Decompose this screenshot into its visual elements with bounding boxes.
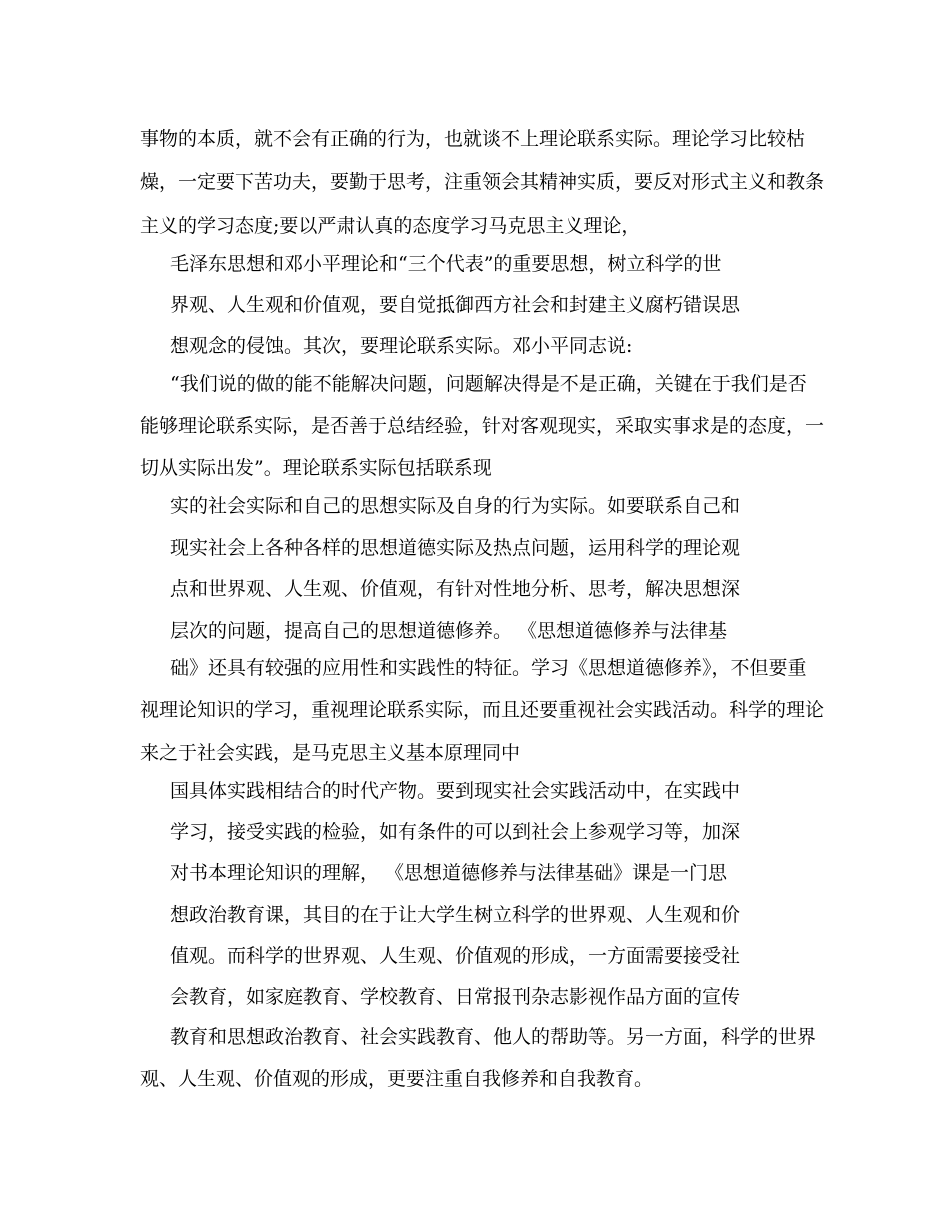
text-line: “我们说的做的能不能解决问题，问题解决得是不是正确，关键在于我们是否 — [170, 373, 807, 395]
text-line: 点和世界观、人生观、价值观，有针对性地分析、思考，解决思想深 — [170, 578, 741, 600]
text-line: 能够理论联系实际，是否善于总结经验，针对客观现实，采取实事求是的态度，一 — [140, 415, 825, 437]
text-line: 燥，一定要下苦功夫，要勤于思考，注重领会其精神实质，要反对形式主义和教条 — [140, 171, 825, 193]
text-line: 观、人生观、价值观的形成，更要注重自我修养和自我教育。 — [140, 1068, 654, 1090]
text-line: 事物的本质，就不会有正确的行为，也就谈不上理论联系实际。理论学习比较枯 — [140, 128, 806, 150]
text-line: 现实社会上各种各样的思想道德实际及热点问题，运用科学的理论观 — [170, 537, 741, 559]
text-line: 来之于社会实践，是马克思主义基本原理同中 — [140, 742, 521, 764]
text-line: 毛泽东思想和邓小平理论和“三个代表”的重要思想，树立科学的世 — [170, 253, 722, 275]
text-line: 界观、人生观和价值观，要自觉抵御西方社会和封建主义腐朽错误思 — [170, 294, 741, 316]
text-line: 想政治教育课，其目的在于让大学生树立科学的世界观、人生观和价 — [170, 904, 741, 926]
text-line: 想观念的侵蚀。其次，要理论联系实际。邓小平同志说: — [170, 335, 633, 357]
text-line: 层次的问题，提高自己的思想道德修养。 《思想道德修养与法律基 — [170, 620, 728, 642]
text-line: 值观。而科学的世界观、人生观、价值观的形成，一方面需要接受社 — [170, 945, 741, 967]
text-line: 国具体实践相结合的时代产物。要到现实社会实践活动中，在实践中 — [170, 780, 741, 802]
text-line: 教育和思想政治教育、社会实践教育、他人的帮助等。另一方面，科学的世界 — [170, 1026, 817, 1048]
text-line: 实的社会实际和自己的思想实际及自身的行为实际。如要联系自己和 — [170, 495, 741, 517]
text-line: 主义的学习态度;要以严肃认真的态度学习马克思主义理论， — [140, 215, 641, 237]
text-line: 对书本理论知识的理解， 《思想道德修养与法律基础》课是一门思 — [170, 862, 728, 884]
text-line: 会教育，如家庭教育、学校教育、日常报刊杂志影视作品方面的宣传 — [170, 986, 741, 1008]
text-line: 切从实际出发”。理论联系实际包括联系现 — [140, 457, 492, 479]
text-line: 视理论知识的学习，重视理论联系实际，而且还要重视社会实践活动。科学的理论 — [140, 699, 825, 721]
text-line: 础》还具有较强的应用性和实践性的特征。学习《思想道德修养》，不但要重 — [170, 657, 807, 679]
text-line: 学习，接受实践的检验，如有条件的可以到社会上参观学习等，加深 — [170, 821, 741, 843]
